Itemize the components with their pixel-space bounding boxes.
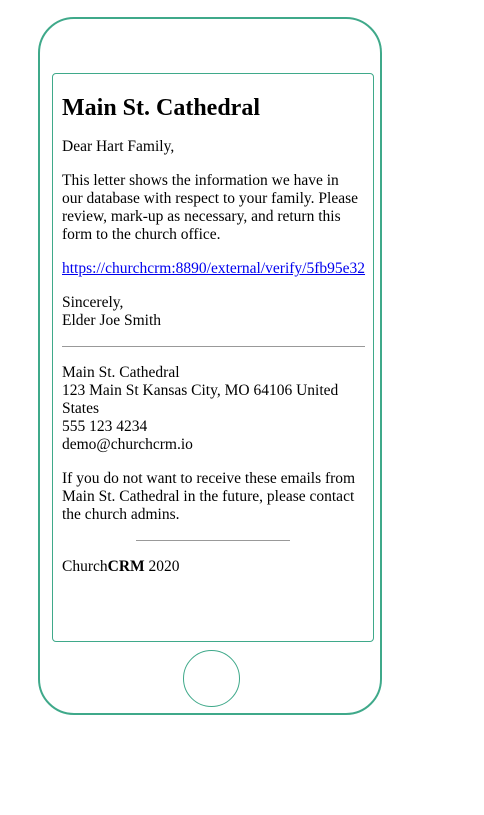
verify-link-line [62,260,374,278]
phone-screen [52,73,374,642]
address-email: demo@churchcrm.io [62,436,193,453]
signer-name: Elder Joe Smith [62,312,162,329]
address-name: Main St. Cathedral [62,364,180,381]
email-signature [62,294,374,330]
footer-brand-bold: CRM [107,558,145,575]
footer-divider [136,540,290,541]
email-title: Main St. Cathedral [62,95,260,121]
unsubscribe-notice: If you do not want to receive these emails from Main St. Cathedral in the future, please contact the church admins. [62,470,356,523]
divider [62,346,365,347]
footer-year: 2020 [148,558,180,575]
church-address [62,364,362,454]
footer [62,558,374,576]
email-content [62,74,374,576]
sign-off: Sincerely, [62,294,124,311]
email-greeting: Dear Hart Family, [62,138,175,155]
address-street: 123 Main St Kansas City, MO 64106 United States [62,382,339,417]
home-button[interactable] [183,650,240,707]
footer-brand-prefix: Church [62,558,108,575]
email-body: This letter shows the information we have in our database with respect to your family. Please review, mark-up as necessary, and return this form to the church office. [62,172,358,243]
address-phone: 555 123 4234 [62,418,148,435]
verify-link[interactable]: https://churchcrm:8890/external/verify/5fb95e32 [62,260,366,277]
